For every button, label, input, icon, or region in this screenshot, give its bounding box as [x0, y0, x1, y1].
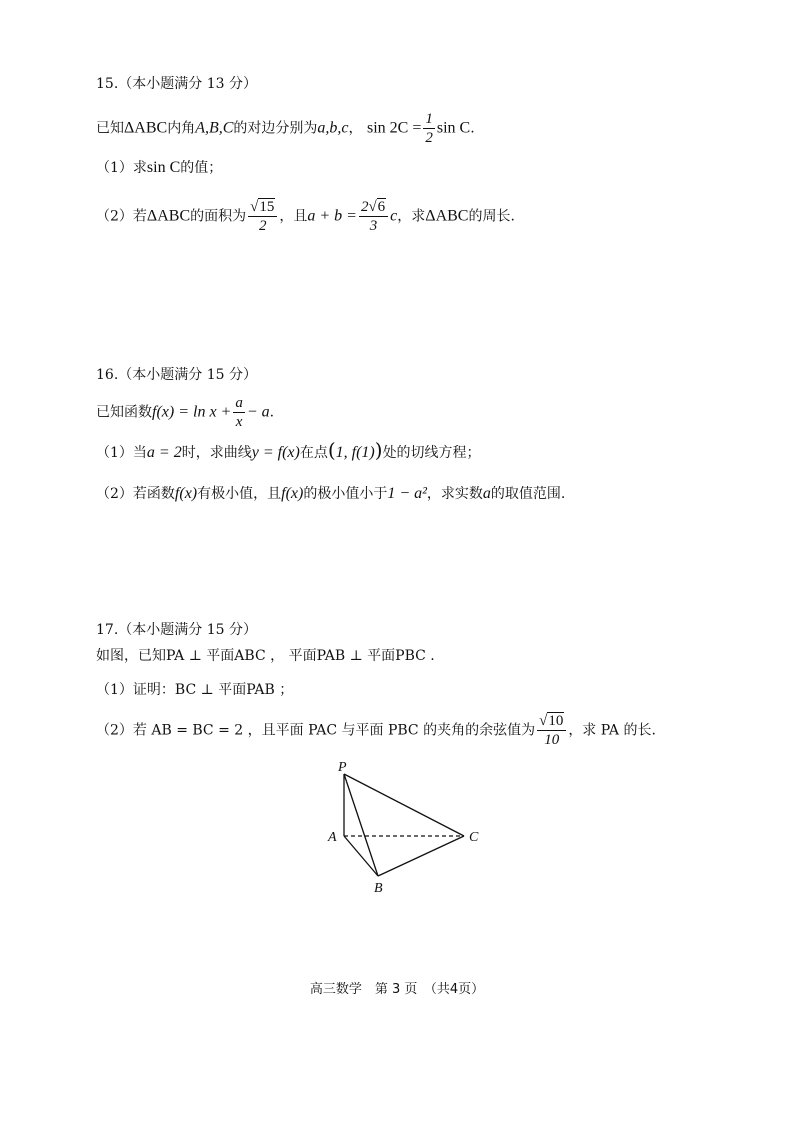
q15-part2: （2）若ΔABC的面积为 $\frac{√15}{2}$ ，且a + b = $\frac{2√6}{3}$ c，求ΔABC的周长. [96, 199, 515, 234]
q16-header: 16.（本小题满分 15 分） [96, 367, 257, 383]
label-C: C [469, 830, 479, 845]
fraction-a-over-x: $\frac{a}{x}$ [235, 395, 243, 430]
q16-part2: （2）若函数f(x)有极小值，且f(x)的极小值小于1 − a²，求实数a的取值范围. [96, 485, 566, 502]
q15-stem: 已知ΔABC内角A,B,C的对边分别为a,b,c， sin 2C = $\frac{1}{2}$ sin C. [96, 111, 475, 146]
q16-stem: 已知函数f(x) = ln x + $\frac{a}{x}$ − a. [96, 395, 275, 430]
q17-header: 17.（本小题满分 15 分） [96, 622, 257, 638]
label-B: B [374, 881, 383, 896]
q17-part1: （1）证明：BC ⊥ 平面PAB ； [96, 682, 294, 698]
q17-part2: （2）若 AB = BC = 2 ，且平面 PAC 与平面 PBC 的夹角的余弦值为 $\frac{√10}{10}$ ，求 PA 的长. [96, 713, 656, 748]
fraction-sqrt10-over-10: $\frac{√10}{10}$ [537, 712, 566, 749]
label-A: A [328, 830, 337, 845]
q15-part1: （1）求sin C的值； [96, 159, 223, 176]
pyramid-figure [320, 760, 490, 900]
fraction-sqrt15-over-2: $\frac{√15}{2}$ [248, 198, 277, 235]
edge-BC [378, 836, 464, 876]
q15-header: 15.（本小题满分 13 分） [96, 76, 257, 92]
q17-stem: 如图，已知PA ⊥ 平面ABC ， 平面PAB ⊥ 平面PBC . [96, 648, 435, 664]
edge-AB [344, 836, 378, 876]
q16-part1: （1）当a = 2时，求曲线y = f(x)在点(1, f(1))处的切线方程； [96, 438, 481, 462]
label-P: P [338, 760, 347, 775]
fraction-half: $\frac{1}{2}$ [425, 111, 433, 146]
page-footer: 高三数学 第 3 页 （共4页） [309, 982, 485, 997]
fraction-2sqrt6-over-3: $\frac{2√6}{3}$ [359, 198, 388, 235]
